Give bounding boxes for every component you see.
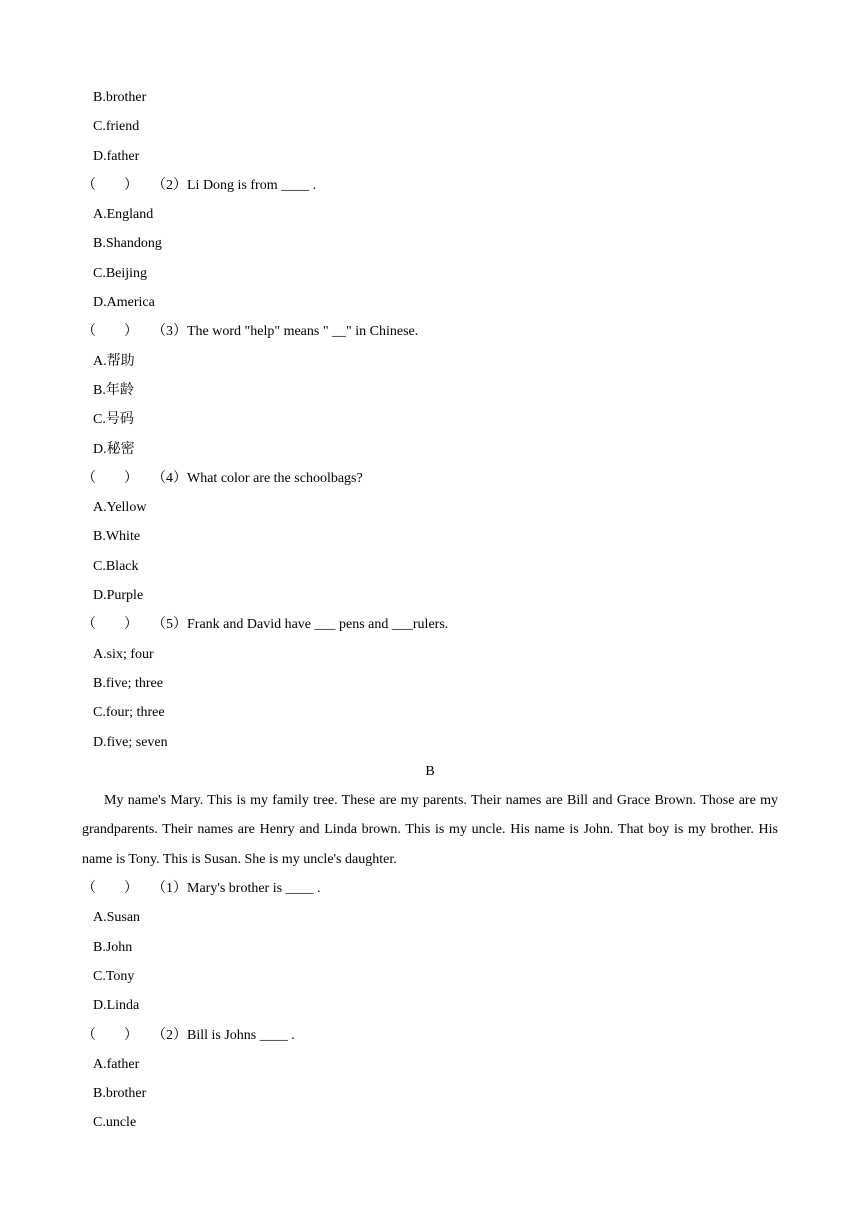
option: B.年龄 [93,382,134,398]
answer-blank[interactable]: （ ） [82,881,138,897]
option: D.father [93,148,140,164]
question-line [82,610,782,639]
option: B.brother [93,1086,147,1102]
option: A.six; four [93,646,154,662]
option: B.five; three [93,675,163,691]
option: B.John [93,939,133,955]
option: A.father [93,1056,140,1072]
option: C.Beijing [93,265,148,281]
question-text: （4）What color are the schoolbags? [152,470,363,486]
question-text: （2）Bill is Johns ____ . [152,1027,295,1043]
option: B.White [93,529,141,545]
option: A.Yellow [93,500,147,516]
option: C.Tony [93,968,135,984]
question-text: （5）Frank and David have ___ pens and ___rulers. [152,617,449,633]
option: C.friend [93,119,140,135]
option: A.Susan [93,910,141,926]
question-text: （3）The word "help" means " __" in Chinese. [152,324,419,340]
exam-content [82,83,782,1138]
question-text: （1）Mary's brother is ____ . [152,881,321,897]
answer-blank[interactable]: （ ） [82,1027,138,1043]
option: D.America [93,295,155,311]
question-line [82,171,782,200]
option: C.uncle [93,1115,137,1131]
option: D.秘密 [93,441,135,457]
section-heading: B [425,763,435,779]
question-line [82,464,782,493]
option: D.Linda [93,998,140,1014]
option: C.号码 [93,412,134,428]
option: C.four; three [93,705,165,721]
answer-blank[interactable]: （ ） [82,470,138,486]
option: A.帮助 [93,353,135,369]
answer-blank[interactable]: （ ） [82,617,138,633]
option: B.brother [93,90,147,105]
option: D.five; seven [93,734,168,750]
question-line [82,874,782,903]
question-text: （2）Li Dong is from ____ . [152,177,317,193]
question-line [82,317,782,346]
option: D.Purple [93,588,144,604]
option: B.Shandong [93,236,162,252]
answer-blank[interactable]: （ ） [82,324,138,340]
reading-passage: My name's Mary. This is my family tree. These are my parents. Their names are Bill and Grace Brown. Those are my grandparents. Their names are Henry and Linda brown. This is my uncle. His name is John. That boy is my brother. His name is Tony. This is Susan. She is my uncle's daughter. [82,793,778,867]
option: A.England [93,207,154,223]
question-line [82,1021,782,1050]
answer-blank[interactable]: （ ） [82,177,138,193]
option: C.Black [93,558,139,574]
